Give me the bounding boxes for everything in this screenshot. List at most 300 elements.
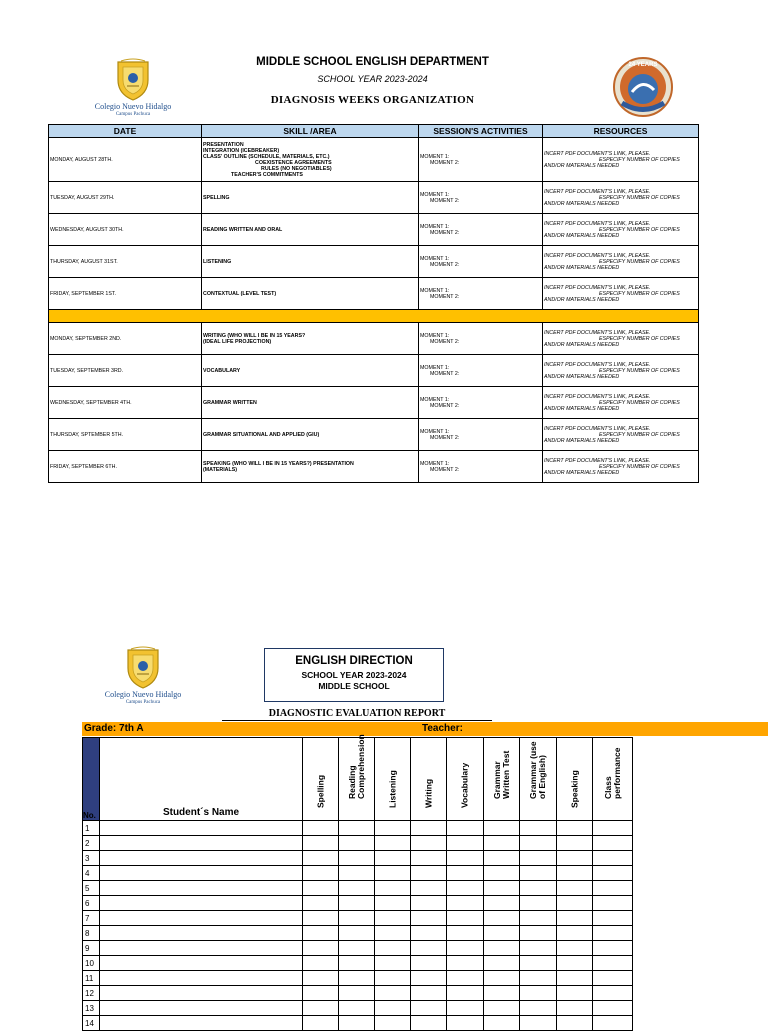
- score-cell[interactable]: [339, 896, 375, 911]
- student-row: [83, 1016, 633, 1031]
- logo-subtitle: Campus Pachuca: [115, 112, 151, 117]
- score-cell[interactable]: [484, 836, 520, 851]
- score-cell[interactable]: [375, 821, 411, 836]
- skill-header: [388, 770, 397, 808]
- row-activities: [419, 182, 543, 214]
- score-cell[interactable]: [447, 881, 484, 896]
- row-skill: [202, 355, 419, 387]
- student-name-cell[interactable]: [100, 986, 303, 1001]
- resource-line: AND/OR MATERIALS NEEDED: [544, 200, 620, 207]
- row-activities: [419, 387, 543, 419]
- score-cell[interactable]: [484, 911, 520, 926]
- student-row: [83, 956, 633, 971]
- score-cell[interactable]: [520, 926, 557, 941]
- score-cell[interactable]: [411, 911, 447, 926]
- score-cell[interactable]: [303, 1016, 339, 1031]
- student-name-cell[interactable]: [100, 836, 303, 851]
- resource-line: ESPECIFY NUMBER OF COPIES: [599, 431, 680, 438]
- resource-line: ESPECIFY NUMBER OF COPIES: [599, 335, 680, 342]
- score-cell[interactable]: [339, 956, 375, 971]
- score-cell[interactable]: [557, 1001, 593, 1016]
- schedule-row: [49, 451, 699, 483]
- score-cell[interactable]: [520, 821, 557, 836]
- score-cell[interactable]: [303, 1001, 339, 1016]
- score-cell[interactable]: [339, 851, 375, 866]
- schedule-table: [48, 124, 699, 483]
- moment1-label: MOMENT 1:: [420, 332, 450, 339]
- score-cell[interactable]: [447, 926, 484, 941]
- score-cell[interactable]: [375, 911, 411, 926]
- skill-header-line: Grammar (use: [528, 741, 538, 799]
- score-cell[interactable]: [484, 1001, 520, 1016]
- moment2-label: MOMENT 2:: [430, 229, 460, 236]
- score-cell[interactable]: [303, 881, 339, 896]
- row-number: 8: [83, 926, 100, 941]
- skill-header-line: Speaking: [569, 770, 579, 808]
- moment1-label: MOMENT 1:: [420, 460, 450, 467]
- score-cell[interactable]: [447, 866, 484, 881]
- resource-line: INCERT PDF DOCUMENT'S LINK, PLEASE.: [544, 361, 651, 368]
- shield-icon: [115, 58, 151, 102]
- score-cell[interactable]: [593, 881, 633, 896]
- score-cell[interactable]: [411, 926, 447, 941]
- row-number: 2: [83, 836, 100, 851]
- score-cell[interactable]: [484, 956, 520, 971]
- student-name-cell[interactable]: [100, 911, 303, 926]
- score-cell[interactable]: [484, 1016, 520, 1031]
- col-student-name: [100, 738, 303, 821]
- score-cell[interactable]: [520, 866, 557, 881]
- row-skill: [202, 246, 419, 278]
- resource-line: AND/OR MATERIALS NEEDED: [544, 437, 620, 444]
- score-cell[interactable]: [375, 851, 411, 866]
- score-cell[interactable]: [593, 971, 633, 986]
- moment2-label: MOMENT 2:: [430, 338, 460, 345]
- title-underline: [222, 720, 492, 721]
- col-skill-4: [447, 738, 484, 821]
- score-cell[interactable]: [593, 836, 633, 851]
- resource-line: AND/OR MATERIALS NEEDED: [544, 232, 620, 239]
- score-cell[interactable]: [557, 851, 593, 866]
- score-cell[interactable]: [303, 971, 339, 986]
- score-cell[interactable]: [484, 881, 520, 896]
- department-title: MIDDLE SCHOOL ENGLISH DEPARTMENT: [256, 56, 489, 68]
- resource-line: ESPECIFY NUMBER OF COPIES: [599, 226, 680, 233]
- schedule-header-row: [49, 125, 699, 138]
- schedule-row: [49, 182, 699, 214]
- score-cell[interactable]: [411, 986, 447, 1001]
- row-number: 14: [83, 1016, 100, 1031]
- student-name-cell[interactable]: [100, 1016, 303, 1031]
- skill-line: VOCABULARY: [203, 367, 241, 374]
- grade-label: Grade: 7th A: [84, 723, 144, 734]
- score-cell[interactable]: [484, 971, 520, 986]
- row-resources: [543, 387, 699, 419]
- score-cell[interactable]: [593, 1016, 633, 1031]
- student-row: [83, 866, 633, 881]
- score-cell[interactable]: [447, 1016, 484, 1031]
- resource-line: INCERT PDF DOCUMENT'S LINK, PLEASE.: [544, 457, 651, 464]
- resource-line: AND/OR MATERIALS NEEDED: [544, 264, 620, 271]
- resource-line: AND/OR MATERIALS NEEDED: [544, 405, 620, 412]
- report-title: DIAGNOSTIC EVALUATION REPORT: [268, 708, 446, 719]
- score-cell[interactable]: [411, 851, 447, 866]
- skill-header: [604, 748, 622, 800]
- score-cell[interactable]: [375, 1016, 411, 1031]
- row-date: MONDAY, AUGUST 28TH.: [49, 138, 202, 182]
- score-cell[interactable]: [303, 986, 339, 1001]
- score-cell[interactable]: [593, 956, 633, 971]
- week-separator: [49, 310, 699, 323]
- row-activities: [419, 355, 543, 387]
- score-cell[interactable]: [484, 986, 520, 1001]
- skill-header: [493, 751, 511, 799]
- score-cell[interactable]: [520, 956, 557, 971]
- score-cell[interactable]: [593, 896, 633, 911]
- student-row: [83, 971, 633, 986]
- schedule-row: [49, 387, 699, 419]
- score-cell[interactable]: [447, 1001, 484, 1016]
- student-row: [83, 926, 633, 941]
- moment2-label: MOMENT 2:: [430, 402, 460, 409]
- moment2-label: MOMENT 2:: [430, 466, 460, 473]
- score-cell[interactable]: [303, 896, 339, 911]
- score-cell[interactable]: [557, 881, 593, 896]
- score-cell[interactable]: [593, 941, 633, 956]
- col-skill-5: [484, 738, 520, 821]
- english-direction-box: [264, 648, 444, 702]
- row-resources: [543, 214, 699, 246]
- score-cell[interactable]: [593, 821, 633, 836]
- moment2-label: MOMENT 2:: [430, 159, 460, 166]
- resource-line: AND/OR MATERIALS NEEDED: [544, 341, 620, 348]
- logo-name: Colegio Nuevo Hidalgo: [94, 102, 172, 111]
- row-activities: [419, 451, 543, 483]
- score-cell[interactable]: [520, 986, 557, 1001]
- skill-line: RULES (NO NEGOTIABLES): [261, 165, 332, 172]
- student-name-cell[interactable]: [100, 941, 303, 956]
- moment2-label: MOMENT 2:: [430, 370, 460, 377]
- score-cell[interactable]: [447, 851, 484, 866]
- skill-header: [570, 770, 579, 808]
- score-cell[interactable]: [303, 956, 339, 971]
- score-cell[interactable]: [557, 971, 593, 986]
- score-cell[interactable]: [375, 881, 411, 896]
- score-cell[interactable]: [484, 926, 520, 941]
- skill-line: SPEAKING (WHO WILL I BE IN 15 YEARS?) PRESENTATION: [203, 460, 354, 467]
- organization-title: DIAGNOSIS WEEKS ORGANIZATION: [270, 94, 475, 106]
- score-cell[interactable]: [593, 986, 633, 1001]
- row-number: 10: [83, 956, 100, 971]
- score-cell[interactable]: [303, 926, 339, 941]
- score-cell[interactable]: [411, 956, 447, 971]
- score-cell[interactable]: [520, 941, 557, 956]
- moment1-label: MOMENT 1:: [420, 364, 450, 371]
- score-cell[interactable]: [593, 911, 633, 926]
- score-cell[interactable]: [375, 986, 411, 1001]
- score-cell[interactable]: [557, 926, 593, 941]
- score-cell[interactable]: [411, 896, 447, 911]
- score-cell[interactable]: [411, 881, 447, 896]
- skill-line: (IDEAL LIFE PROJECTION): [203, 338, 272, 345]
- row-skill: [202, 451, 419, 483]
- score-cell[interactable]: [411, 1001, 447, 1016]
- score-cell[interactable]: [339, 881, 375, 896]
- score-cell[interactable]: [375, 926, 411, 941]
- student-name-cell[interactable]: [100, 926, 303, 941]
- schedule-row: [49, 138, 699, 182]
- col-skill-0: [303, 738, 339, 821]
- score-cell[interactable]: [303, 851, 339, 866]
- moment2-label: MOMENT 2:: [430, 293, 460, 300]
- score-cell[interactable]: [557, 986, 593, 1001]
- skill-header-line: Vocabulary: [459, 762, 470, 808]
- score-cell[interactable]: [339, 986, 375, 1001]
- score-cell[interactable]: [447, 896, 484, 911]
- score-cell[interactable]: [593, 926, 633, 941]
- resource-line: AND/OR MATERIALS NEEDED: [544, 162, 620, 169]
- score-cell[interactable]: [447, 911, 484, 926]
- evaluation-body: [83, 821, 633, 1031]
- school-logo-bottom: [98, 646, 188, 710]
- student-row: [83, 851, 633, 866]
- evaluation-header-row: [83, 738, 633, 821]
- col-skill: SKILL /AREA: [202, 125, 419, 138]
- schedule-body: [49, 138, 699, 483]
- row-skill: [202, 138, 419, 182]
- student-row: [83, 881, 633, 896]
- resource-line: AND/OR MATERIALS NEEDED: [544, 373, 620, 380]
- score-cell[interactable]: [593, 1001, 633, 1016]
- col-resources: RESOURCES: [543, 125, 699, 138]
- score-cell[interactable]: [484, 851, 520, 866]
- resource-line: ESPECIFY NUMBER OF COPIES: [599, 258, 680, 265]
- score-cell[interactable]: [520, 1016, 557, 1031]
- score-cell[interactable]: [557, 836, 593, 851]
- resource-line: INCERT PDF DOCUMENT'S LINK, PLEASE.: [544, 284, 651, 291]
- score-cell[interactable]: [484, 866, 520, 881]
- student-name-cell[interactable]: [100, 1001, 303, 1016]
- row-activities: [419, 246, 543, 278]
- score-cell[interactable]: [339, 821, 375, 836]
- score-cell[interactable]: [375, 1001, 411, 1016]
- moment1-label: MOMENT 1:: [420, 396, 450, 403]
- moment1-label: MOMENT 1:: [420, 153, 450, 160]
- col-skill-6: [520, 738, 557, 821]
- score-cell[interactable]: [411, 1016, 447, 1031]
- badge-text: 24 YEARS: [628, 62, 658, 68]
- row-date: WEDNESDAY, SEPTEMBER 4TH.: [49, 387, 202, 419]
- row-number: 12: [83, 986, 100, 1001]
- score-cell[interactable]: [520, 896, 557, 911]
- row-resources: [543, 182, 699, 214]
- score-cell[interactable]: [557, 1016, 593, 1031]
- score-cell[interactable]: [593, 866, 633, 881]
- student-name-cell[interactable]: [100, 956, 303, 971]
- resource-line: AND/OR MATERIALS NEEDED: [544, 469, 620, 476]
- score-cell[interactable]: [520, 881, 557, 896]
- row-activities: [419, 278, 543, 310]
- row-date: TUESDAY, AUGUST 29TH.: [49, 182, 202, 214]
- score-cell[interactable]: [557, 866, 593, 881]
- student-name-cell[interactable]: [100, 971, 303, 986]
- skill-header-line: of English): [537, 755, 547, 799]
- skill-header-line: Spelling: [315, 774, 325, 808]
- resource-line: AND/OR MATERIALS NEEDED: [544, 296, 620, 303]
- skill-header: [424, 779, 433, 808]
- skill-header-line: Class: [602, 776, 613, 799]
- score-cell[interactable]: [520, 1001, 557, 1016]
- student-row: [83, 941, 633, 956]
- col-activities: SESSION'S ACTIVITIES: [419, 125, 543, 138]
- score-cell[interactable]: [447, 836, 484, 851]
- row-number: 6: [83, 896, 100, 911]
- student-name-cell[interactable]: [100, 866, 303, 881]
- student-name-cell[interactable]: [100, 881, 303, 896]
- score-cell[interactable]: [411, 836, 447, 851]
- row-number: 11: [83, 971, 100, 986]
- student-name-cell[interactable]: [100, 851, 303, 866]
- score-cell[interactable]: [557, 941, 593, 956]
- score-cell[interactable]: [411, 941, 447, 956]
- skill-header-line: performance: [611, 747, 622, 799]
- resource-line: INCERT PDF DOCUMENT'S LINK, PLEASE.: [544, 188, 651, 195]
- row-activities: [419, 214, 543, 246]
- skill-header-line: Comprehension: [355, 734, 366, 799]
- col-skill-7: [557, 738, 593, 821]
- row-resources: [543, 246, 699, 278]
- direction-school-year: SCHOOL YEAR 2023-2024: [301, 670, 407, 680]
- student-row: [83, 986, 633, 1001]
- skill-line: GRAMMAR WRITTEN: [203, 399, 257, 406]
- skill-line: WRITING (WHO WILL I BE IN 15 YEARS?: [203, 332, 306, 339]
- skill-line: CONTEXTUAL (LEVEL TEST): [203, 290, 277, 297]
- row-activities: [419, 323, 543, 355]
- score-cell[interactable]: [339, 926, 375, 941]
- student-row: [83, 821, 633, 836]
- skill-line: COEXISTENCE AGREEMENTS: [255, 159, 332, 166]
- row-number: 9: [83, 941, 100, 956]
- score-cell[interactable]: [375, 941, 411, 956]
- score-cell[interactable]: [447, 941, 484, 956]
- score-cell[interactable]: [375, 896, 411, 911]
- moment1-label: MOMENT 1:: [420, 255, 450, 262]
- row-number: 4: [83, 866, 100, 881]
- score-cell[interactable]: [447, 821, 484, 836]
- schedule-row: [49, 278, 699, 310]
- score-cell[interactable]: [484, 941, 520, 956]
- row-activities: [419, 138, 543, 182]
- score-cell[interactable]: [557, 956, 593, 971]
- resource-line: ESPECIFY NUMBER OF COPIES: [599, 367, 680, 374]
- skill-header: [461, 763, 470, 808]
- score-cell[interactable]: [520, 851, 557, 866]
- school-year: SCHOOL YEAR 2023-2024: [317, 74, 428, 84]
- skill-header-line: Listening: [387, 770, 397, 808]
- score-cell[interactable]: [447, 956, 484, 971]
- row-skill: [202, 419, 419, 451]
- score-cell[interactable]: [303, 821, 339, 836]
- col-skill-2: [375, 738, 411, 821]
- score-cell[interactable]: [557, 821, 593, 836]
- score-cell[interactable]: [303, 866, 339, 881]
- score-cell[interactable]: [593, 851, 633, 866]
- resource-line: ESPECIFY NUMBER OF COPIES: [599, 463, 680, 470]
- score-cell[interactable]: [411, 971, 447, 986]
- skill-line: GRAMMAR SITUATIONAL AND APPLIED (GIU): [203, 431, 320, 438]
- logo-subtitle: Campus Pachuca: [125, 700, 161, 705]
- skill-line: CLASS' OUTLINE (SCHEDULE, MATERIALS, ETC.): [203, 153, 330, 160]
- score-cell[interactable]: [339, 836, 375, 851]
- score-cell[interactable]: [303, 941, 339, 956]
- score-cell[interactable]: [339, 911, 375, 926]
- score-cell[interactable]: [303, 836, 339, 851]
- score-cell[interactable]: [303, 911, 339, 926]
- resource-line: ESPECIFY NUMBER OF COPIES: [599, 194, 680, 201]
- resource-line: INCERT PDF DOCUMENT'S LINK, PLEASE.: [544, 252, 651, 259]
- teacher-label: Teacher:: [422, 723, 463, 734]
- student-row: [83, 1001, 633, 1016]
- row-date: TUESDAY, SEPTEMBER 3RD.: [49, 355, 202, 387]
- student-row: [83, 896, 633, 911]
- score-cell[interactable]: [339, 1016, 375, 1031]
- score-cell[interactable]: [339, 1001, 375, 1016]
- student-name-cell[interactable]: [100, 896, 303, 911]
- row-number: 5: [83, 881, 100, 896]
- skill-header: [529, 741, 547, 799]
- skill-header-line: Written Test: [500, 750, 511, 799]
- skill-line: PRESENTATION: [203, 141, 244, 148]
- moment2-label: MOMENT 2:: [430, 197, 460, 204]
- resource-line: ESPECIFY NUMBER OF COPIES: [599, 399, 680, 406]
- score-cell[interactable]: [484, 896, 520, 911]
- score-cell[interactable]: [339, 941, 375, 956]
- row-number: 13: [83, 1001, 100, 1016]
- score-cell[interactable]: [447, 986, 484, 1001]
- row-date: THURSDAY, AUGUST 31ST.: [49, 246, 202, 278]
- row-date: MONDAY, SEPTEMBER 2ND.: [49, 323, 202, 355]
- skill-line: READING WRITTEN AND ORAL: [203, 226, 283, 233]
- score-cell[interactable]: [557, 911, 593, 926]
- score-cell[interactable]: [520, 836, 557, 851]
- resource-line: ESPECIFY NUMBER OF COPIES: [599, 290, 680, 297]
- col-skill-8: [593, 738, 633, 821]
- row-skill: [202, 387, 419, 419]
- row-number: 1: [83, 821, 100, 836]
- score-cell[interactable]: [520, 911, 557, 926]
- moment1-label: MOMENT 1:: [420, 287, 450, 294]
- score-cell[interactable]: [375, 866, 411, 881]
- score-cell[interactable]: [520, 971, 557, 986]
- score-cell[interactable]: [375, 956, 411, 971]
- score-cell[interactable]: [411, 821, 447, 836]
- score-cell[interactable]: [375, 836, 411, 851]
- schedule-row: [49, 214, 699, 246]
- student-row: [83, 836, 633, 851]
- row-number: 7: [83, 911, 100, 926]
- col-number: No.: [83, 738, 100, 821]
- score-cell[interactable]: [375, 971, 411, 986]
- student-name-cell[interactable]: [100, 821, 303, 836]
- score-cell[interactable]: [411, 866, 447, 881]
- schedule-row: [49, 355, 699, 387]
- score-cell[interactable]: [447, 971, 484, 986]
- score-cell[interactable]: [484, 821, 520, 836]
- score-cell[interactable]: [339, 866, 375, 881]
- skill-header-line: Grammar: [491, 761, 502, 799]
- score-cell[interactable]: [557, 896, 593, 911]
- score-cell[interactable]: [339, 971, 375, 986]
